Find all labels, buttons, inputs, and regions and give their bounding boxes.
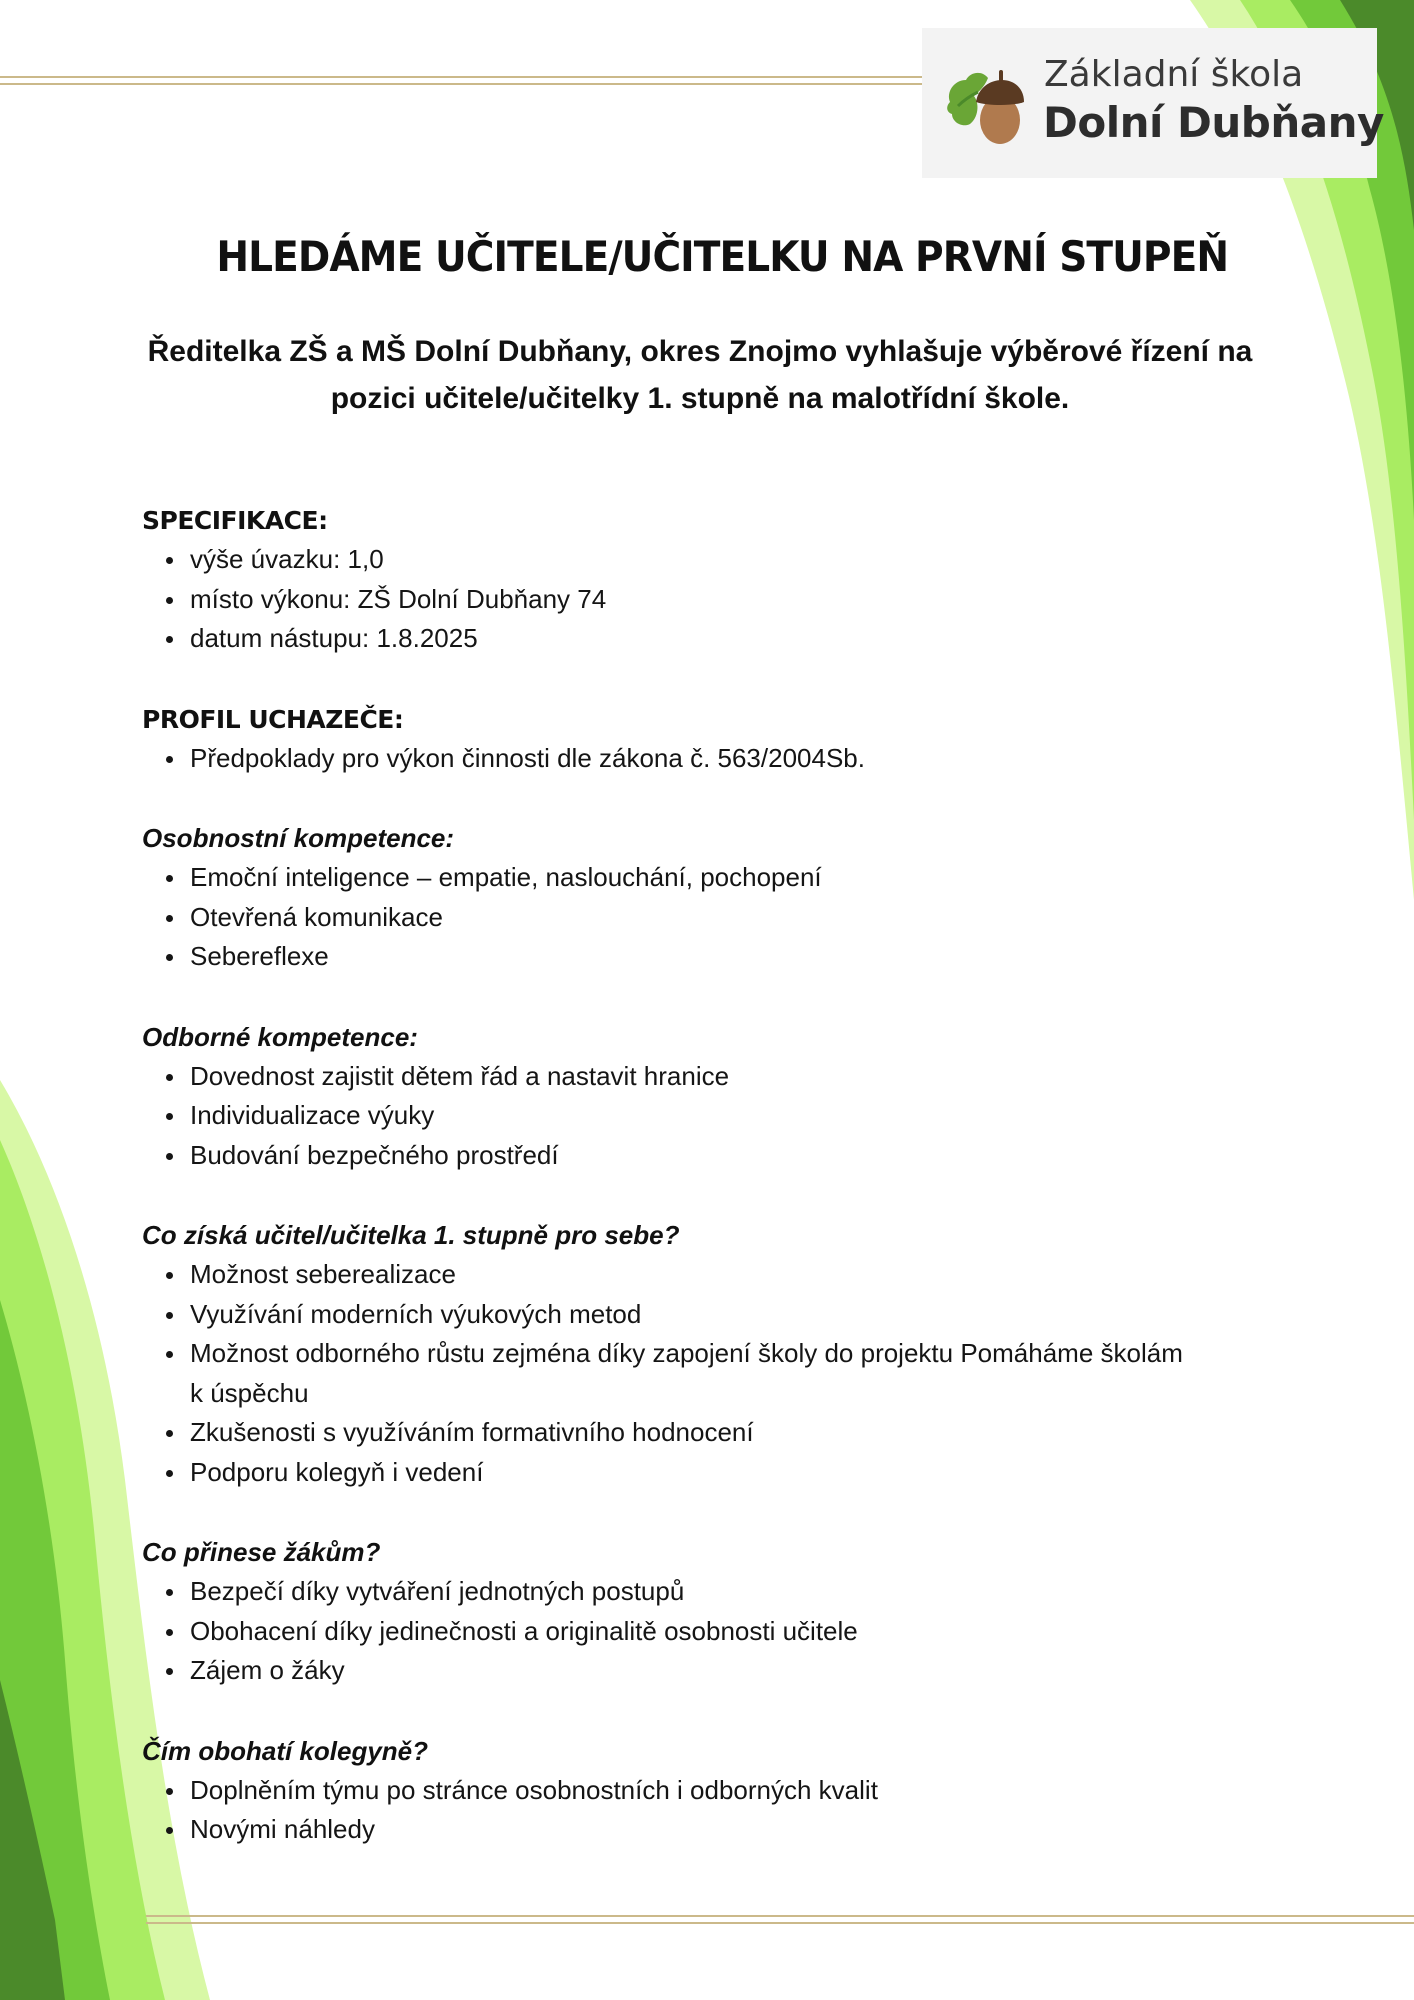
list-item: Bezpečí díky vytváření jednotných postupů — [190, 1572, 1242, 1612]
list-item: Podporu kolegyň i vedení — [190, 1453, 1250, 1493]
list-item: Dovednost zajistit dětem řád a nastavit hranice — [190, 1057, 1242, 1097]
section-heading-specifikace: SPECIFIKACE: — [142, 506, 328, 535]
list-item: Zkušenosti s využíváním formativního hodnocení — [190, 1413, 1250, 1453]
list-item: výše úvazku: 1,0 — [190, 540, 1242, 580]
section-heading-kolegyne: Čím obohatí kolegyně? — [142, 1735, 429, 1766]
lead-paragraph: Ředitelka ZŠ a MŠ Dolní Dubňany, okres Znojmo vyhlašuje výběrové řízení na pozici učitele/učitelky 1. stupně na malotřídní škole. — [147, 335, 1253, 415]
list-item: Předpoklady pro výkon činnosti dle zákona č. 563/2004Sb. — [190, 739, 1242, 779]
list-item: Individualizace výuky — [190, 1096, 1242, 1136]
list-item: datum nástupu: 1.8.2025 — [190, 619, 1242, 659]
list-item: Možnost seberealizace — [190, 1255, 1250, 1295]
list-item: Sebereflexe — [190, 937, 1242, 977]
odborne-list — [142, 1057, 1242, 1176]
zakum-list — [142, 1572, 1242, 1691]
logo-school-name: Dolní Dubňany — [1043, 98, 1384, 147]
list-item: Emoční inteligence – empatie, naslouchání, pochopení — [190, 858, 1242, 898]
main-content — [142, 502, 1242, 1850]
list-item: Obohacení díky jedinečnosti a originalitě osobnosti učitele — [190, 1612, 1242, 1652]
bottom-divider-rule — [146, 1915, 1414, 1924]
list-item: Budování bezpečného prostředí — [190, 1136, 1242, 1176]
specifikace-list — [142, 540, 1242, 659]
section-heading-zakum: Co přinese žákům? — [142, 1537, 381, 1567]
list-item: Otevřená komunikace — [190, 898, 1242, 938]
list-item: místo výkonu: ZŠ Dolní Dubňany 74 — [190, 580, 1242, 620]
section-heading-profil: PROFIL UCHAZEČE: — [142, 704, 404, 734]
top-divider-rule — [0, 76, 922, 85]
section-heading-ziska: Co získá učitel/učitelka 1. stupně pro sebe? — [142, 1220, 680, 1250]
logo-school-type: Základní škola — [1044, 54, 1304, 95]
acorn-icon — [944, 62, 1030, 148]
school-logo — [922, 28, 1384, 178]
page-title: HLEDÁME UČITELE/UČITELKU NA PRVNÍ STUPEŇ — [216, 232, 1229, 281]
section-heading-osobnostni: Osobnostní kompetence: — [142, 823, 455, 853]
profil-list — [142, 739, 1242, 779]
osobnostni-list — [142, 858, 1242, 977]
list-item: Doplněním týmu po stránce osobnostních i odborných kvalit — [190, 1771, 1242, 1811]
list-item: Novými náhledy — [190, 1810, 1242, 1850]
list-item: Zájem o žáky — [190, 1651, 1242, 1691]
section-heading-odborne: Odborné kompetence: — [142, 1021, 418, 1052]
ziska-list — [142, 1255, 1250, 1492]
kolegyne-list — [142, 1771, 1242, 1850]
list-item: Možnost odborného růstu zejména díky zapojení školy do projektu Pomáháme školám k úspěchu — [190, 1334, 1190, 1413]
list-item: Využívání moderních výukových metod — [190, 1295, 1250, 1335]
